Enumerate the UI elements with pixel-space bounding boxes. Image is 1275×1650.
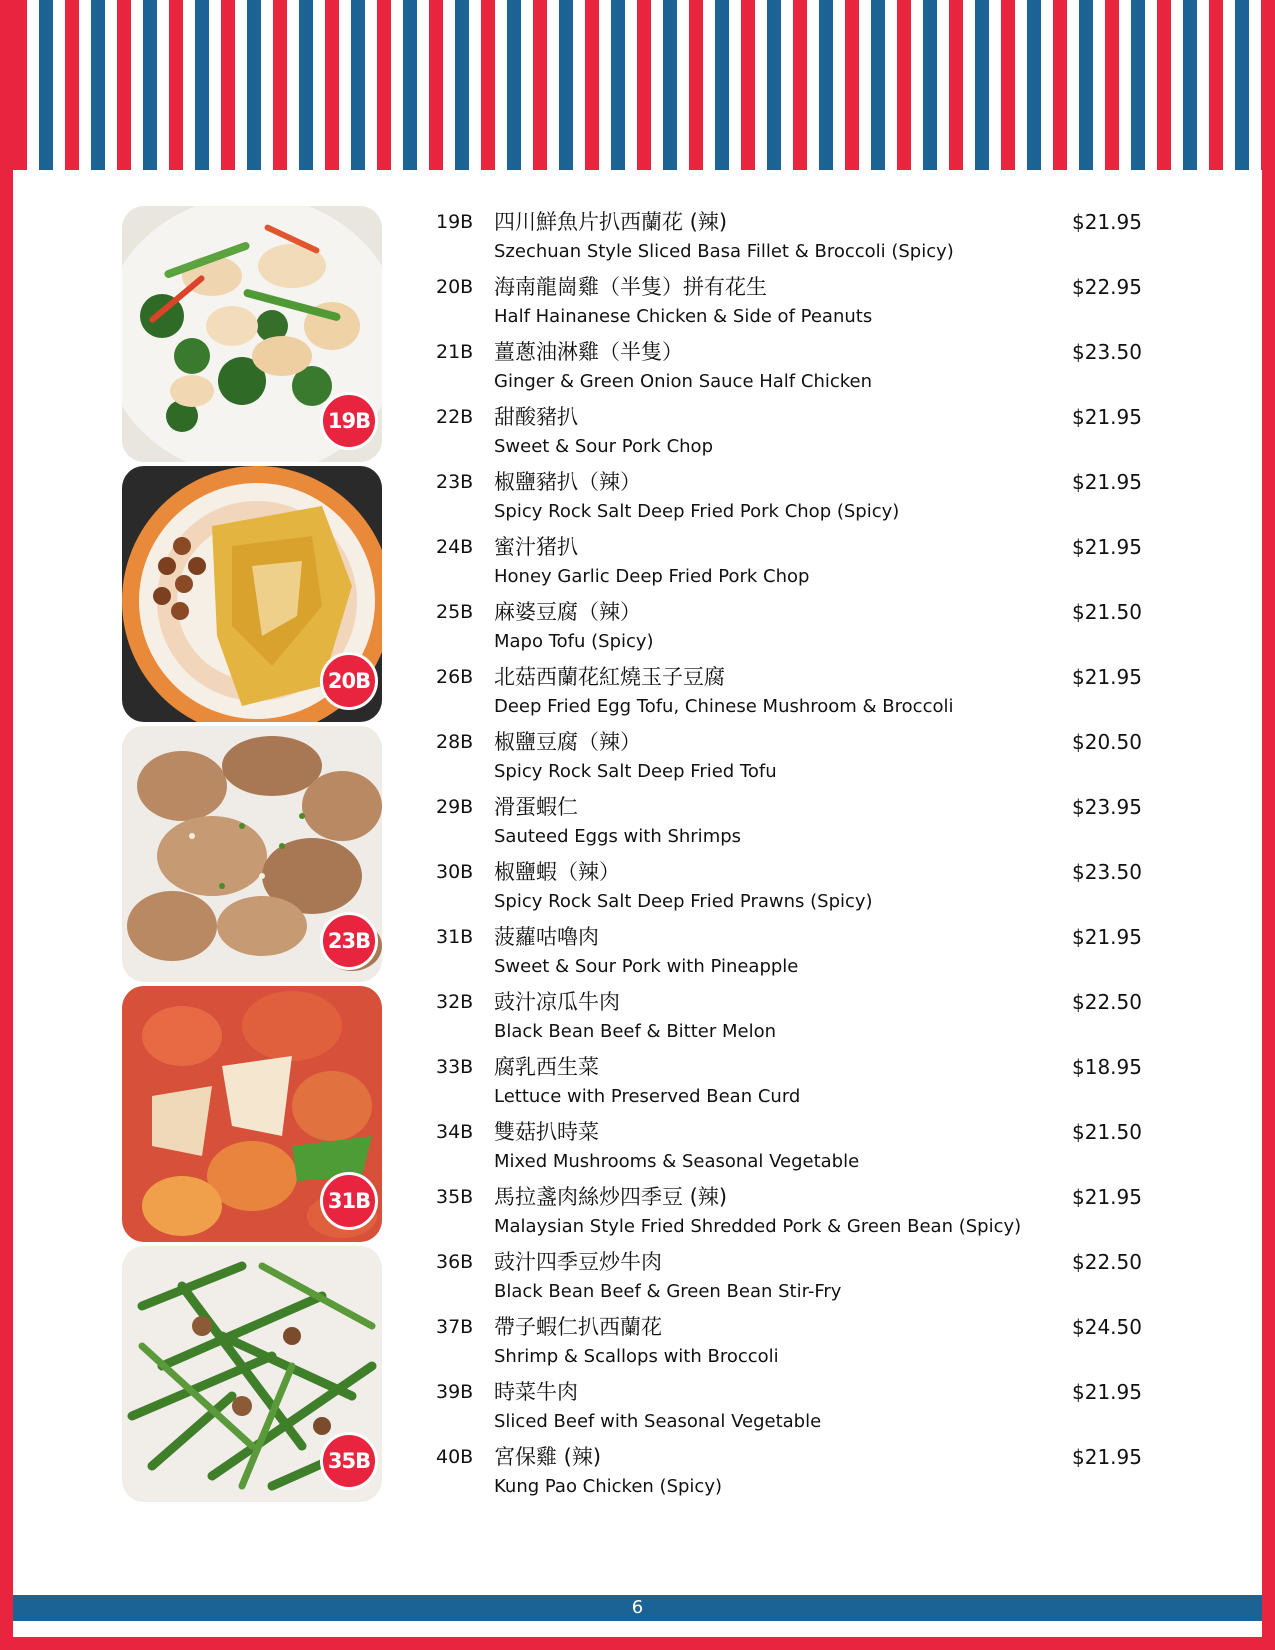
item-name-english: Spicy Rock Salt Deep Fried Tofu bbox=[494, 761, 777, 782]
item-number: 32B bbox=[436, 991, 474, 1013]
item-number: 35B bbox=[436, 1186, 474, 1208]
header-stripes bbox=[13, 0, 1262, 170]
item-name-english: Spicy Rock Salt Deep Fried Prawns (Spicy) bbox=[494, 891, 873, 912]
menu-item bbox=[430, 467, 1150, 532]
item-name-chinese: 麻婆豆腐（辣） bbox=[494, 600, 641, 624]
item-name-chinese: 北菇西蘭花紅燒玉子豆腐 bbox=[494, 665, 725, 689]
item-number: 40B bbox=[436, 1446, 474, 1468]
item-name-english: Kung Pao Chicken (Spicy) bbox=[494, 1476, 722, 1497]
item-name-chinese: 海南龍崗雞（半隻）拼有花生 bbox=[494, 275, 767, 299]
item-number: 28B bbox=[436, 731, 474, 753]
item-number: 25B bbox=[436, 601, 474, 623]
item-name-english: Honey Garlic Deep Fried Pork Chop bbox=[494, 566, 810, 587]
photo-column bbox=[122, 206, 382, 1506]
item-name-english: Black Bean Beef & Green Bean Stir-Fry bbox=[494, 1281, 842, 1302]
menu-item bbox=[430, 272, 1150, 337]
right-border bbox=[1262, 0, 1275, 1650]
item-name-chinese: 椒鹽蝦（辣） bbox=[494, 860, 620, 884]
item-number: 31B bbox=[436, 926, 474, 948]
menu-item bbox=[430, 922, 1150, 987]
menu-item bbox=[430, 1442, 1150, 1507]
item-price: $18.95 bbox=[1072, 1055, 1142, 1079]
item-price: $24.50 bbox=[1072, 1315, 1142, 1339]
item-name-english: Shrimp & Scallops with Broccoli bbox=[494, 1346, 779, 1367]
item-name-english: Sliced Beef with Seasonal Vegetable bbox=[494, 1411, 822, 1432]
menu-item bbox=[430, 987, 1150, 1052]
menu-item bbox=[430, 597, 1150, 662]
menu-item bbox=[430, 1117, 1150, 1182]
item-name-english: Half Hainanese Chicken & Side of Peanuts bbox=[494, 306, 873, 327]
menu-item bbox=[430, 402, 1150, 467]
item-name-chinese: 甜酸豬扒 bbox=[494, 405, 578, 429]
item-name-chinese: 豉汁四季豆炒牛肉 bbox=[494, 1250, 662, 1274]
dish-photo-19b bbox=[122, 206, 382, 462]
item-number: 21B bbox=[436, 341, 474, 363]
item-number: 20B bbox=[436, 276, 474, 298]
item-name-english: Sweet & Sour Pork Chop bbox=[494, 436, 713, 457]
menu-item bbox=[430, 1247, 1150, 1312]
item-name-chinese: 薑蔥油淋雞（半隻） bbox=[494, 340, 683, 364]
footer-bar bbox=[13, 1595, 1262, 1621]
item-price: $21.95 bbox=[1072, 470, 1142, 494]
photo-badge: 19B bbox=[320, 392, 378, 450]
item-name-english: Szechuan Style Sliced Basa Fillet & Broccoli (Spicy) bbox=[494, 241, 954, 262]
item-name-chinese: 椒鹽豆腐（辣） bbox=[494, 730, 641, 754]
item-number: 29B bbox=[436, 796, 474, 818]
item-price: $21.95 bbox=[1072, 1380, 1142, 1404]
item-price: $21.95 bbox=[1072, 1185, 1142, 1209]
item-price: $22.50 bbox=[1072, 990, 1142, 1014]
item-number: 26B bbox=[436, 666, 474, 688]
item-name-chinese: 椒鹽豬扒（辣） bbox=[494, 470, 641, 494]
item-name-chinese: 四川鮮魚片扒西蘭花 (辣) bbox=[494, 210, 728, 234]
page-number: 6 bbox=[631, 1597, 644, 1618]
item-number: 36B bbox=[436, 1251, 474, 1273]
item-price: $23.95 bbox=[1072, 795, 1142, 819]
item-name-english: Black Bean Beef & Bitter Melon bbox=[494, 1021, 777, 1042]
item-price: $23.50 bbox=[1072, 860, 1142, 884]
photo-badge: 31B bbox=[320, 1172, 378, 1230]
item-number: 37B bbox=[436, 1316, 474, 1338]
item-price: $21.50 bbox=[1072, 1120, 1142, 1144]
item-name-chinese: 時菜牛肉 bbox=[494, 1380, 578, 1404]
item-name-english: Ginger & Green Onion Sauce Half Chicken bbox=[494, 371, 873, 392]
item-price: $21.95 bbox=[1072, 1445, 1142, 1469]
item-name-chinese: 滑蛋蝦仁 bbox=[494, 795, 578, 819]
item-name-english: Spicy Rock Salt Deep Fried Pork Chop (Spicy) bbox=[494, 501, 900, 522]
dish-photo-23b bbox=[122, 726, 382, 982]
photo-badge: 23B bbox=[320, 912, 378, 970]
dish-photo-35b bbox=[122, 1246, 382, 1502]
menu-item bbox=[430, 1377, 1150, 1442]
item-price: $21.50 bbox=[1072, 600, 1142, 624]
item-name-chinese: 雙菇扒時菜 bbox=[494, 1120, 599, 1144]
item-number: 30B bbox=[436, 861, 474, 883]
item-price: $21.95 bbox=[1072, 210, 1142, 234]
left-border bbox=[0, 0, 13, 1650]
item-name-chinese: 宮保雞 (辣) bbox=[494, 1445, 602, 1469]
item-price: $22.50 bbox=[1072, 1250, 1142, 1274]
item-name-english: Lettuce with Preserved Bean Curd bbox=[494, 1086, 801, 1107]
item-number: 23B bbox=[436, 471, 474, 493]
item-number: 24B bbox=[436, 536, 474, 558]
item-price: $23.50 bbox=[1072, 340, 1142, 364]
item-price: $21.95 bbox=[1072, 925, 1142, 949]
item-price: $21.95 bbox=[1072, 405, 1142, 429]
item-number: 39B bbox=[436, 1381, 474, 1403]
dish-photo-31b bbox=[122, 986, 382, 1242]
menu-item bbox=[430, 662, 1150, 727]
item-number: 34B bbox=[436, 1121, 474, 1143]
menu-item-list bbox=[430, 207, 1150, 1507]
item-name-english: Mixed Mushrooms & Seasonal Vegetable bbox=[494, 1151, 860, 1172]
photo-badge: 35B bbox=[320, 1432, 378, 1490]
menu-item bbox=[430, 1312, 1150, 1377]
item-name-chinese: 菠蘿咕嚕肉 bbox=[494, 925, 599, 949]
item-price: $21.95 bbox=[1072, 665, 1142, 689]
item-name-english: Sauteed Eggs with Shrimps bbox=[494, 826, 742, 847]
menu-item bbox=[430, 337, 1150, 402]
menu-item bbox=[430, 727, 1150, 792]
dish-photo-20b bbox=[122, 466, 382, 722]
menu-item bbox=[430, 532, 1150, 597]
item-name-chinese: 腐乳西生菜 bbox=[494, 1055, 599, 1079]
item-name-chinese: 馬拉盞肉絲炒四季豆 (辣) bbox=[494, 1185, 728, 1209]
item-name-chinese: 豉汁凉瓜牛肉 bbox=[494, 990, 620, 1014]
item-name-chinese: 蜜汁猪扒 bbox=[494, 535, 578, 559]
item-name-english: Malaysian Style Fried Shredded Pork & Green Bean (Spicy) bbox=[494, 1216, 1022, 1237]
menu-item bbox=[430, 857, 1150, 922]
menu-item bbox=[430, 207, 1150, 272]
item-price: $20.50 bbox=[1072, 730, 1142, 754]
item-number: 19B bbox=[436, 211, 474, 233]
item-number: 33B bbox=[436, 1056, 474, 1078]
menu-item bbox=[430, 1182, 1150, 1247]
bottom-border bbox=[0, 1637, 1275, 1650]
item-price: $22.95 bbox=[1072, 275, 1142, 299]
photo-badge: 20B bbox=[320, 652, 378, 710]
item-name-chinese: 帶子蝦仁扒西蘭花 bbox=[494, 1315, 662, 1339]
item-name-english: Deep Fried Egg Tofu, Chinese Mushroom & Broccoli bbox=[494, 696, 954, 717]
menu-item bbox=[430, 1052, 1150, 1117]
item-name-english: Mapo Tofu (Spicy) bbox=[494, 631, 654, 652]
item-price: $21.95 bbox=[1072, 535, 1142, 559]
item-name-english: Sweet & Sour Pork with Pineapple bbox=[494, 956, 799, 977]
menu-item bbox=[430, 792, 1150, 857]
item-number: 22B bbox=[436, 406, 474, 428]
